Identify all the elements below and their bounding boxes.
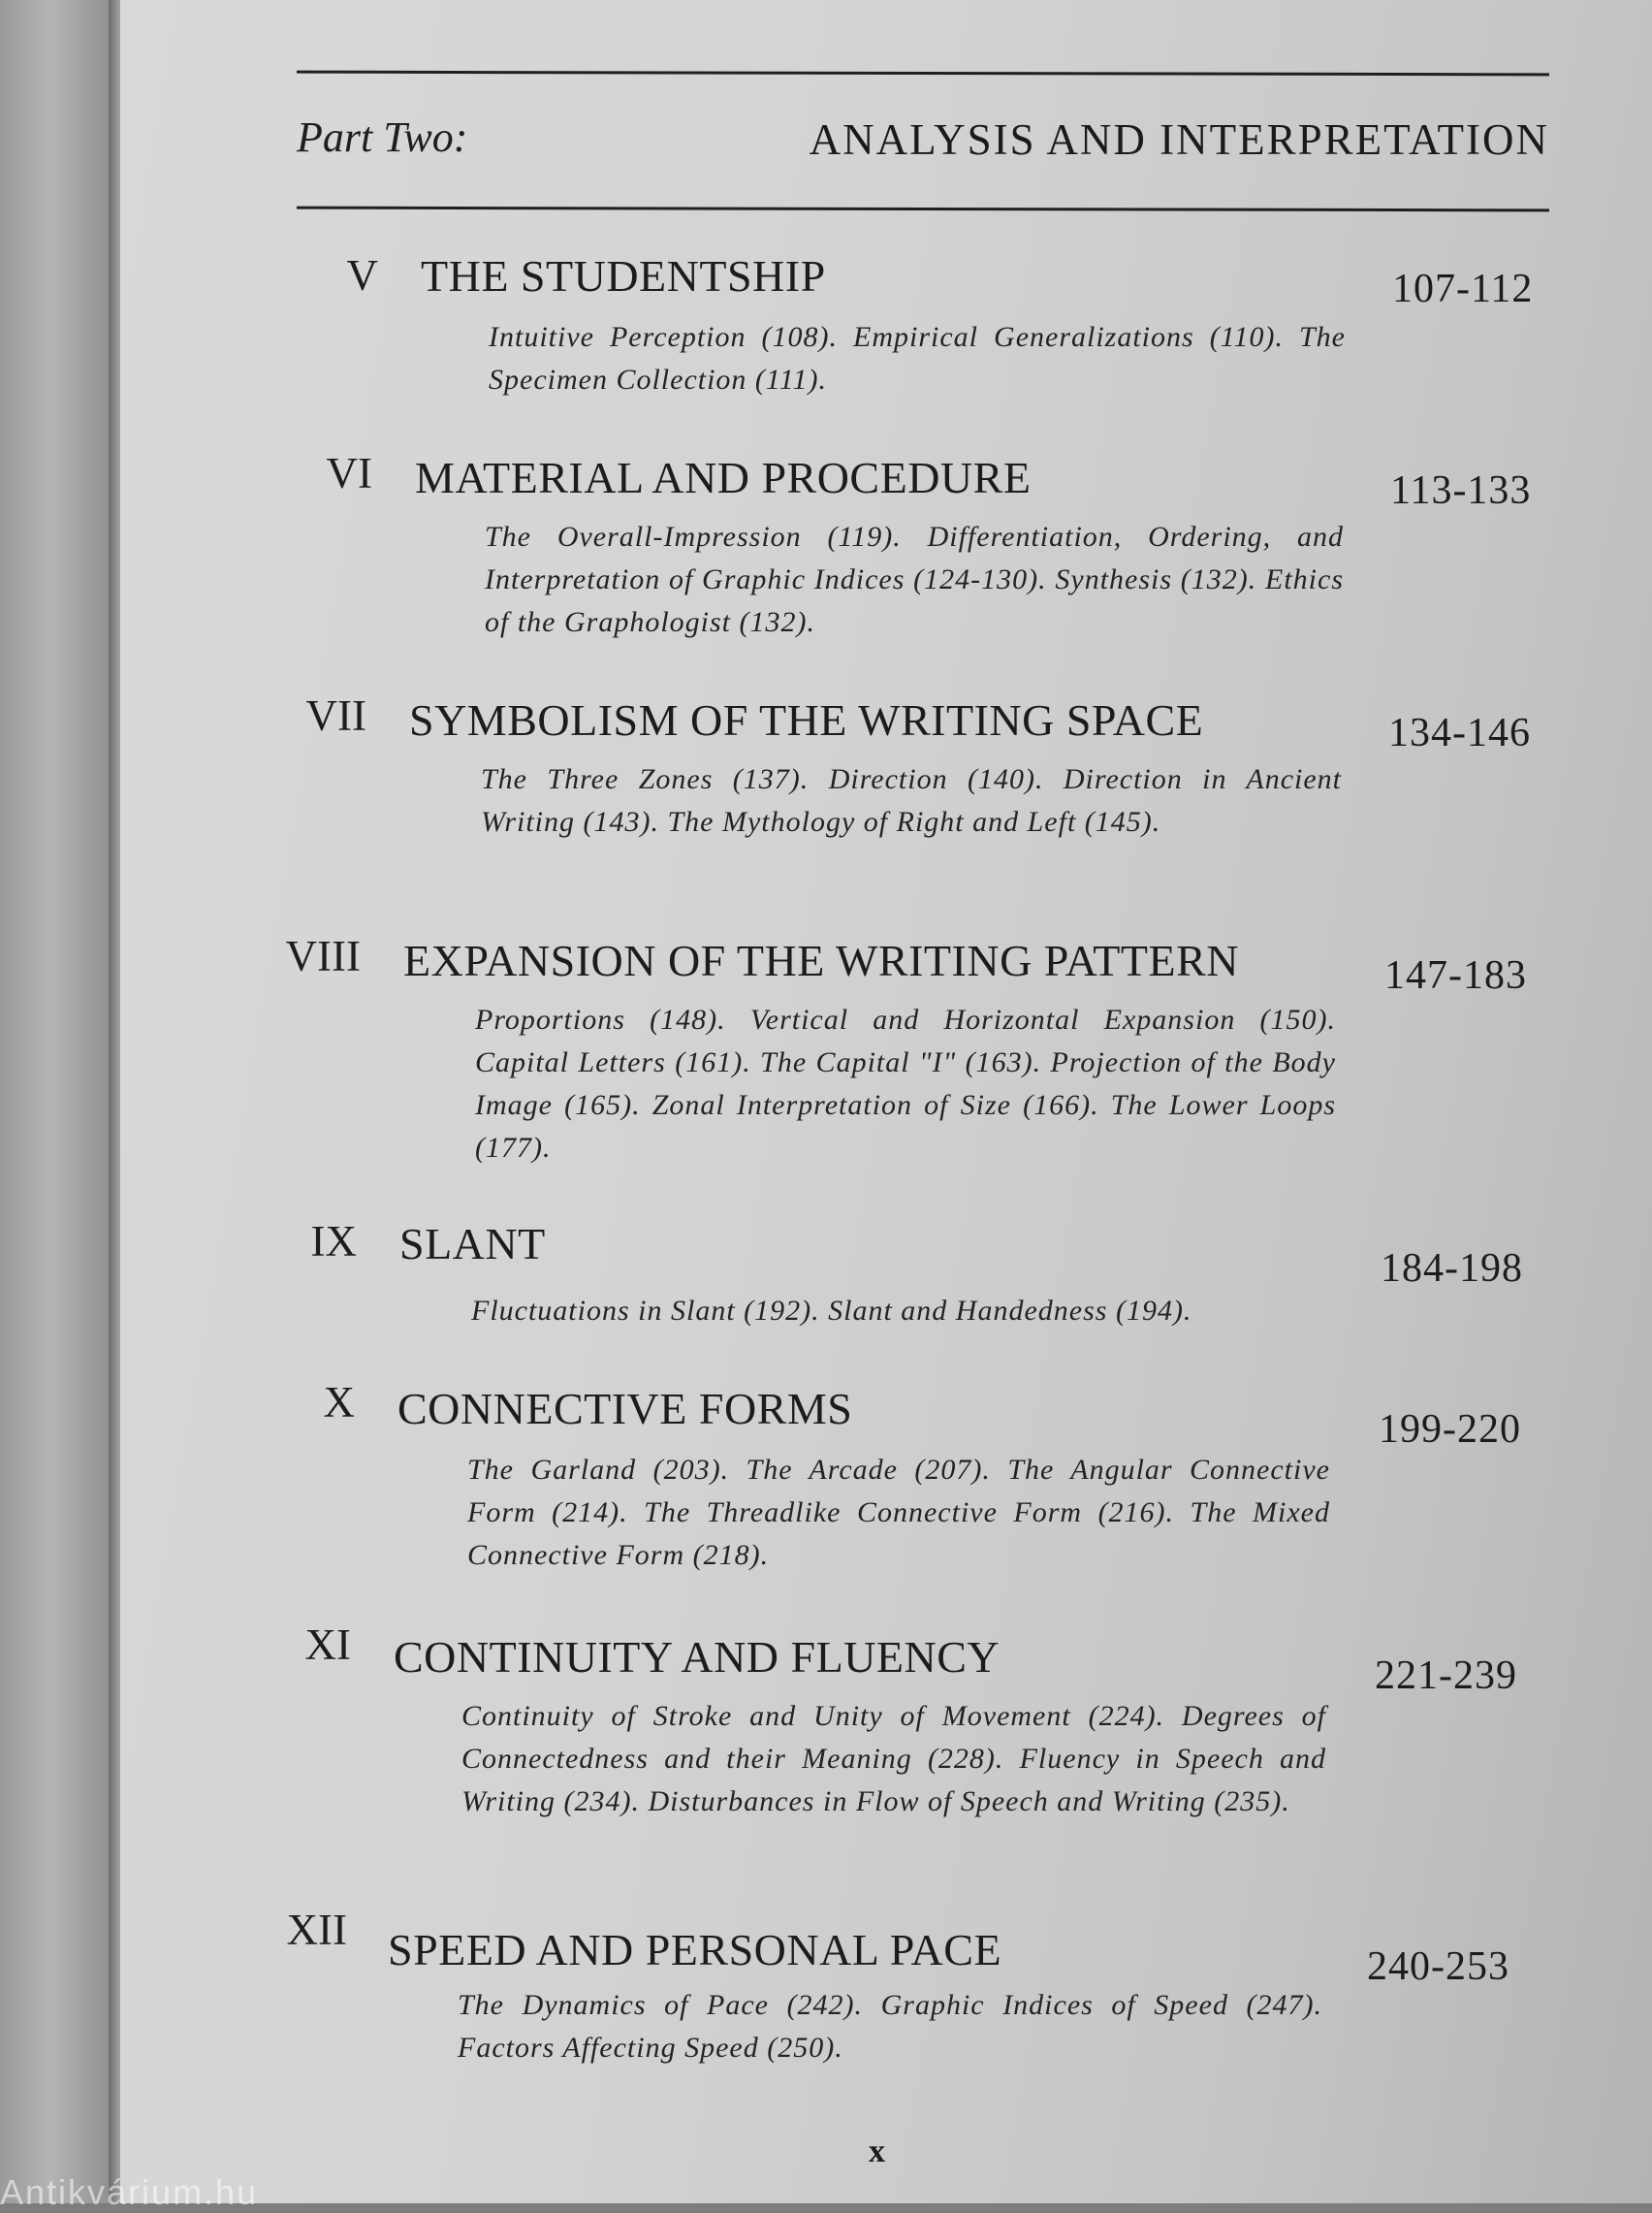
chapter-description: Intuitive Perception (108). Empirical Generalizations (110). The Specimen Collection (111). (489, 321, 1346, 396)
chapter-pages: 240-253 (1367, 1944, 1509, 1989)
chapter-description: The Garland (203). The Arcade (207). The Angular Connective Form (214). The Threadlike Connective Form (216). The Mixed Connective Form (218). (467, 1454, 1330, 1571)
chapter-pages: 184-198 (1381, 1246, 1523, 1291)
page-folio: x (869, 2133, 885, 2169)
chapter-numeral: VIII (285, 932, 361, 980)
chapter-pages: 147-183 (1384, 953, 1527, 998)
part-label: Part Two: (297, 113, 468, 161)
chapter-description: Continuity of Stroke and Unity of Movement (224). Degrees of Connectedness and their Meaning (228). Fluency in Speech and Writing (234). Disturbances in Flow of Speech and Writing (235). (461, 1700, 1326, 1817)
chapter-title: MATERIAL AND PROCEDURE (415, 453, 1032, 502)
chapter-description: Proportions (148). Vertical and Horizontal Expansion (150). Capital Letters (161). The Capital "I" (163). Projection of the Body Image (165). Zonal Interpretation of Size (166). The Lower Loops (177). (475, 1004, 1336, 1164)
chapter-description: Fluctuations in Slant (192). Slant and Handedness (194). (471, 1295, 1192, 1327)
chapter-title: SPEED AND PERSONAL PACE (388, 1925, 1002, 1974)
chapter-pages: 199-220 (1379, 1407, 1521, 1452)
chapter-numeral: XII (286, 1906, 347, 1954)
chapter-title: EXPANSION OF THE WRITING PATTERN (403, 936, 1239, 985)
background-left (0, 0, 114, 2203)
watermark: Antikvárium.hu (0, 2172, 259, 2212)
chapter-title: THE STUDENTSHIP (421, 251, 826, 301)
chapter-numeral: IX (310, 1217, 357, 1266)
chapter-description: The Overall-Impression (119). Differentiation, Ordering, and Interpretation of Graphic Indices (124-130). Synthesis (132). Ethics of the Graphologist (132). (485, 521, 1344, 638)
chapter-pages: 221-239 (1375, 1653, 1517, 1698)
chapter-numeral: V (346, 251, 378, 300)
chapter-description: The Dynamics of Pace (242). Graphic Indices of Speed (247). Factors Affecting Speed (250). (458, 1989, 1322, 2064)
chapter-numeral: XI (304, 1620, 351, 1669)
chapter-numeral: X (323, 1378, 355, 1427)
chapter-title: SLANT (399, 1219, 546, 1268)
chapter-title: CONTINUITY AND FLUENCY (394, 1632, 1001, 1682)
chapter-pages: 113-133 (1390, 468, 1532, 513)
chapter-title: SYMBOLISM OF THE WRITING SPACE (409, 695, 1204, 745)
chapter-pages: 134-146 (1388, 711, 1531, 755)
chapter-numeral: VII (305, 691, 366, 740)
chapter-pages: 107-112 (1392, 267, 1534, 311)
chapter-numeral: VI (326, 449, 372, 497)
part-title: ANALYSIS AND INTERPRETATION (809, 115, 1549, 164)
chapter-description: The Three Zones (137). Direction (140). Direction in Ancient Writing (143). The Mythology of Right and Left (145). (481, 763, 1342, 838)
chapter-title: CONNECTIVE FORMS (397, 1384, 853, 1433)
